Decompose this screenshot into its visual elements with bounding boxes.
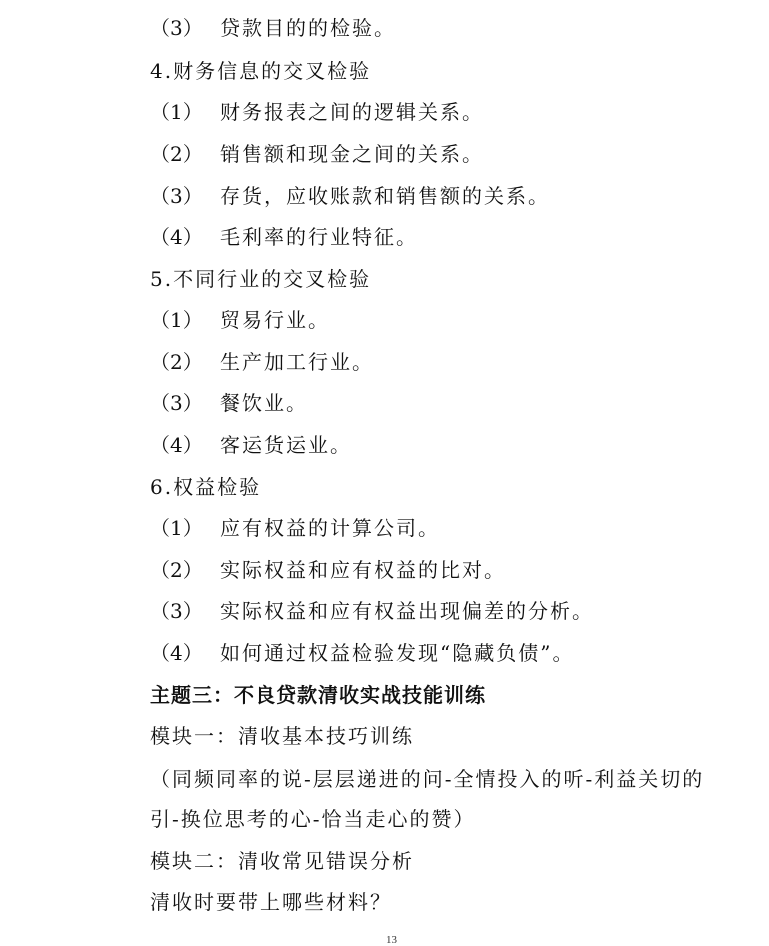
- item-text: 应有权益的计算公司。: [220, 516, 440, 540]
- item-text: 财务报表之间的逻辑关系。: [220, 100, 484, 124]
- list-item: [150, 515, 440, 541]
- item-number: （2）: [150, 558, 203, 582]
- paragraph-line: 清收时要带上哪些材料？: [150, 890, 392, 914]
- list-item: [150, 141, 484, 167]
- section-heading: 5.不同行业的交叉检验: [150, 267, 372, 291]
- item-number: （3）: [150, 599, 203, 623]
- item-number: （4）: [150, 433, 203, 457]
- list-item: [150, 307, 330, 333]
- item-number: （3）: [150, 391, 203, 415]
- item-text: 贷款目的的检验。: [220, 16, 396, 40]
- item-text: 餐饮业。: [220, 391, 308, 415]
- section-heading: 6.权益检验: [150, 475, 262, 499]
- item-number: （2）: [150, 142, 203, 166]
- list-item: [150, 390, 308, 416]
- item-text: 实际权益和应有权益出现偏差的分析。: [220, 599, 594, 623]
- item-text: 实际权益和应有权益的比对。: [220, 558, 506, 582]
- item-number: （1）: [150, 308, 203, 332]
- item-number: （4）: [150, 225, 203, 249]
- item-number: （3）: [150, 16, 203, 40]
- list-item: [150, 15, 396, 41]
- item-text: 如何通过权益检验发现“隐藏负债”。: [220, 641, 575, 665]
- module-heading: 模块二：清收常见错误分析: [150, 849, 414, 873]
- list-item: [150, 598, 594, 624]
- item-number: （1）: [150, 516, 203, 540]
- page-number: 13: [386, 934, 397, 946]
- item-text: 毛利率的行业特征。: [220, 225, 418, 249]
- item-number: （2）: [150, 350, 203, 374]
- list-item: [150, 349, 374, 375]
- item-number: （1）: [150, 100, 203, 124]
- item-text: 销售额和现金之间的关系。: [220, 142, 484, 166]
- list-item: [150, 557, 506, 583]
- item-number: （3）: [150, 184, 203, 208]
- list-item: [150, 640, 574, 666]
- section-heading: 4.财务信息的交叉检验: [150, 59, 372, 83]
- item-text: 存货，应收账款和销售额的关系。: [220, 184, 550, 208]
- item-text: 客运货运业。: [220, 433, 352, 457]
- list-item: [150, 99, 484, 125]
- module-heading: 模块一：清收基本技巧训练: [150, 724, 414, 748]
- paragraph-line: 引-换位思考的心-恰当走心的赞）: [150, 807, 476, 831]
- list-item: [150, 224, 418, 250]
- item-text: 生产加工行业。: [220, 350, 374, 374]
- paragraph-line: （同频同率的说-层层递进的问-全情投入的听-利益关切的: [150, 767, 705, 791]
- list-item: [150, 183, 550, 209]
- item-text: 贸易行业。: [220, 308, 330, 332]
- item-number: （4）: [150, 641, 203, 665]
- topic-heading: 主题三：不良贷款清收实战技能训练: [150, 683, 486, 707]
- list-item: [150, 432, 352, 458]
